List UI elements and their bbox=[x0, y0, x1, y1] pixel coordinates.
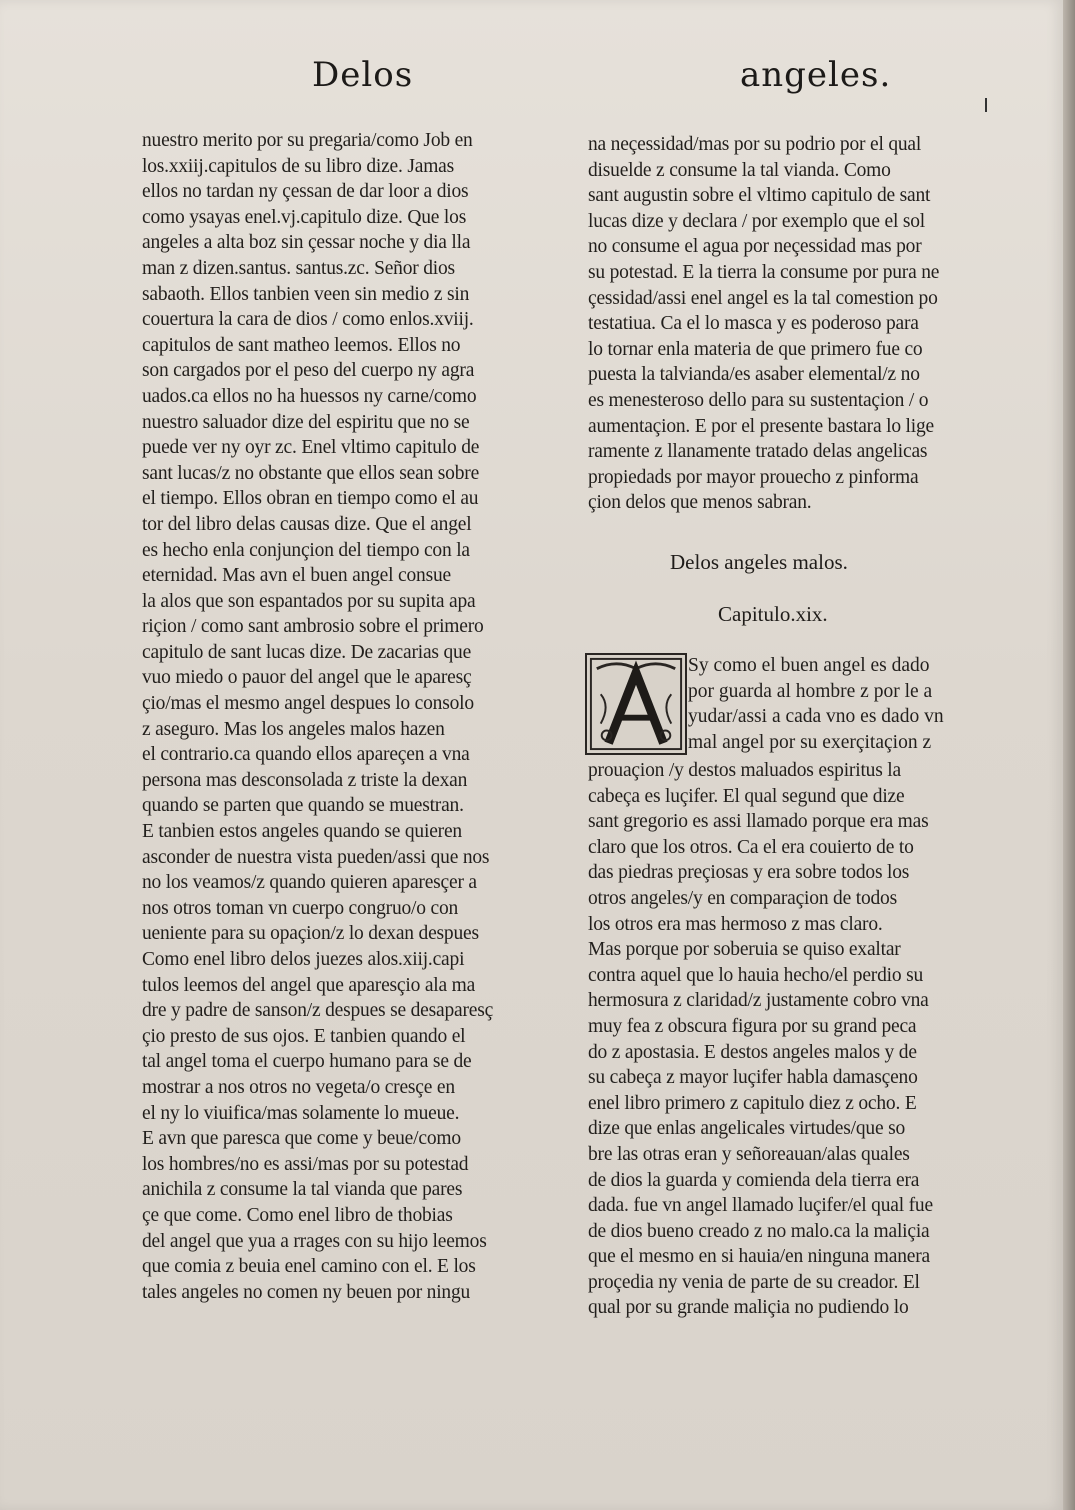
decorated-initial-icon bbox=[585, 653, 687, 755]
text-line: el contrario.ca quando ellos apareçen a vna bbox=[142, 744, 470, 766]
text-line: bre las otras eran y señoreauan/alas quales bbox=[588, 1143, 910, 1165]
text-line: riçion / como sant ambrosio sobre el primero bbox=[142, 616, 484, 638]
text-line: muy fea z obscura figura por su grand peca bbox=[588, 1015, 917, 1037]
text-line: del angel que yua a rrages con su hijo leemos bbox=[142, 1230, 487, 1252]
text-line: capitulo de sant lucas dize. De zacarias que bbox=[142, 641, 472, 663]
text-line: ueniente para su opaçion/z lo dexan despues bbox=[142, 923, 479, 945]
text-line: nuestro saluador dize del espiritu que no se bbox=[142, 411, 470, 433]
text-line: es hecho enla conjunçion del tiempo con la bbox=[142, 539, 470, 561]
text-line: aumentaçion. E por el presente bastara lo lige bbox=[588, 415, 934, 437]
text-line: z aseguro. Mas los angeles malos hazen bbox=[142, 718, 445, 740]
text-line: disuelde z consume la tal vianda. Como bbox=[588, 159, 891, 181]
text-line: prouaçion /y destos maluados espiritus la bbox=[588, 760, 901, 781]
text-line: como ysayas enel.vj.capitulo dize. Que los bbox=[142, 206, 467, 228]
text-line: dre y padre de sanson/z despues se desaparesç bbox=[142, 1000, 494, 1022]
chapter-number: Capitulo.xix. bbox=[718, 602, 828, 626]
text-line: los otros era mas hermoso z mas claro. bbox=[588, 913, 883, 935]
text-line: dize que enlas angelicales virtudes/que so bbox=[588, 1118, 906, 1140]
text-line: son cargados por el peso del cuerpo ny agra bbox=[142, 360, 475, 382]
text-line: sant augustin sobre el vltimo capitulo de sant bbox=[588, 185, 931, 207]
text-line: man z dizen.santus. santus.zc. Señor dios bbox=[142, 257, 455, 279]
text-line: lucas dize y declara / por exemplo que el sol bbox=[588, 210, 925, 232]
text-line: otros angeles/y en comparaçion de todos bbox=[588, 887, 897, 909]
text-line: puede ver ny oyr zc. Enel vltimo capitulo de bbox=[142, 437, 480, 459]
text-line: çe que come. Como enel libro de thobias bbox=[142, 1204, 453, 1226]
text-line: nuestro merito por su pregaria/como Job en bbox=[142, 130, 473, 151]
right-column-bottom bbox=[588, 758, 978, 1321]
text-line: sabaoth. Ellos tanbien veen sin medio z sin bbox=[142, 283, 470, 305]
text-line: lo tornar enla materia de que primero fue co bbox=[588, 338, 923, 360]
text-line: enel libro primero z capitulo diez z ocho. E bbox=[588, 1092, 917, 1114]
text-line: E avn que paresca que come y beue/como bbox=[142, 1128, 461, 1150]
text-line: el tiempo. Ellos obran en tiempo como el au bbox=[142, 488, 479, 510]
text-line: sant lucas/z no obstante que ellos sean sobre bbox=[142, 462, 480, 484]
text-line: ellos no tardan ny çessan de dar loor a dios bbox=[142, 181, 469, 203]
text-line: la alos que son espantados por su supita apa bbox=[142, 590, 476, 612]
chapter-heading: Delos angeles malos. bbox=[670, 550, 848, 574]
text-line: anichila z consume la tal vianda que pares bbox=[142, 1179, 463, 1201]
text-line: puesta la talvianda/es asaber elemental/z no bbox=[588, 364, 920, 386]
text-line: su potestad. E la tierra la consume por pura ne bbox=[588, 261, 940, 283]
text-line: claro que los otros. Ca el era couierto de to bbox=[588, 836, 914, 858]
text-line: qual por su grande maliçia no pudiendo lo bbox=[588, 1297, 909, 1319]
text-line: Como enel libro delos juezes alos.xiij.capi bbox=[142, 949, 465, 970]
text-line: Mas porque por soberuia se quiso exaltar bbox=[588, 939, 901, 961]
text-line: dada. fue vn angel llamado luçifer/el qual fue bbox=[588, 1195, 933, 1217]
text-line: eternidad. Mas avn el buen angel consue bbox=[142, 565, 451, 587]
text-line: no consume el agua por neçessidad mas por bbox=[588, 236, 922, 258]
text-line: testatiua. Ca el lo masca y es poderoso para bbox=[588, 313, 919, 335]
text-line: es menesteroso dello para su sustentaçion / o bbox=[588, 389, 929, 411]
text-line: su cabeça z mayor luçifer habla damasçeno bbox=[588, 1067, 918, 1089]
text-line: uados.ca ellos no ha huessos ny carne/como bbox=[142, 385, 477, 407]
text-line: tulos leemos del angel que aparesçio ala ma bbox=[142, 974, 476, 996]
text-line: çessidad/assi enel angel es la tal comestion po bbox=[588, 287, 938, 309]
text-line: das piedras preçiosas y era sobre todos los bbox=[588, 862, 910, 884]
text-line: E tanbien estos angeles quando se quieren bbox=[142, 821, 462, 843]
text-line: tales angeles no comen ny beuen por ningu bbox=[142, 1281, 471, 1303]
text-line: angeles a alta boz sin çessar noche y dia lla bbox=[142, 232, 471, 254]
text-line: sant gregorio es assi llamado porque era mas bbox=[588, 811, 929, 833]
text-line: propiedads por mayor prouecho z pinforma bbox=[588, 466, 919, 488]
text-line: los hombres/no es assi/mas por su potestad bbox=[142, 1153, 469, 1175]
text-line: de dios bueno creado z no malo.ca la maliçia bbox=[588, 1220, 930, 1242]
text-line: couertura la cara de dios / como enlos.xviij. bbox=[142, 309, 474, 331]
text-line: nos otros toman vn cuerpo congruo/o con bbox=[142, 897, 459, 919]
right-column-top bbox=[588, 132, 978, 516]
initial-paragraph bbox=[688, 653, 978, 755]
text-line: no los veamos/z quando quieren aparesçer a bbox=[142, 872, 477, 894]
text-line: vuo miedo o pauor del angel que le aparesç bbox=[142, 667, 472, 689]
left-column bbox=[142, 128, 527, 1305]
text-line: el ny lo viuifica/mas solamente lo mueue. bbox=[142, 1102, 460, 1124]
text-line: çion delos que menos sabran. bbox=[588, 492, 812, 514]
text-line: do z apostasia. E destos angeles malos y de bbox=[588, 1041, 917, 1063]
text-line: capitulos de sant matheo leemos. Ellos no bbox=[142, 334, 461, 356]
book-edge bbox=[1063, 0, 1075, 1510]
text-line: Sy como el buen angel es dado bbox=[688, 655, 930, 676]
text-line: que comia z beuia enel camino con el. E los bbox=[142, 1256, 476, 1278]
text-line: proçedia ny venia de parte de su creador. El bbox=[588, 1271, 920, 1293]
text-line: tal angel toma el cuerpo humano para se de bbox=[142, 1051, 472, 1073]
text-line: persona mas desconsolada z triste la dexan bbox=[142, 769, 468, 791]
margin-mark bbox=[985, 98, 987, 112]
text-line: çio presto de sus ojos. E tanbien quando el bbox=[142, 1025, 466, 1047]
text-line: asconder de nuestra vista pueden/assi que nos bbox=[142, 846, 490, 868]
text-line: cabeça es luçifer. El qual segund que dize bbox=[588, 785, 905, 807]
text-line: los.xxiij.capitulos de su libro dize. Jamas bbox=[142, 155, 455, 177]
text-line: yudar/assi a cada vno es dado vn bbox=[688, 706, 944, 728]
text-line: tor del libro delas causas dize. Que el angel bbox=[142, 513, 472, 535]
text-line: çio/mas el mesmo angel despues lo consolo bbox=[142, 693, 474, 715]
text-line: mostrar a nos otros no vegeta/o cresçe en bbox=[142, 1076, 455, 1098]
running-head-right: angeles. bbox=[740, 55, 892, 95]
text-line: por guarda al hombre z por le a bbox=[688, 680, 933, 702]
text-line: mal angel por su exerçitaçion z bbox=[688, 731, 932, 753]
text-line: hermosura z claridad/z justamente cobro vna bbox=[588, 990, 929, 1012]
text-line: ramente z llanamente tratado delas angelicas bbox=[588, 441, 928, 463]
text-line: contra aquel que lo hauia hecho/el perdio su bbox=[588, 964, 924, 986]
text-line: de dios la guarda y comienda dela tierra era bbox=[588, 1169, 920, 1191]
text-line: na neçessidad/mas por su podrio por el qual bbox=[588, 134, 922, 155]
running-head-left: Delos bbox=[312, 55, 414, 95]
text-line: que el mesmo en si hauia/en ninguna manera bbox=[588, 1246, 930, 1268]
text-line: quando se parten que quando se muestran. bbox=[142, 795, 464, 817]
